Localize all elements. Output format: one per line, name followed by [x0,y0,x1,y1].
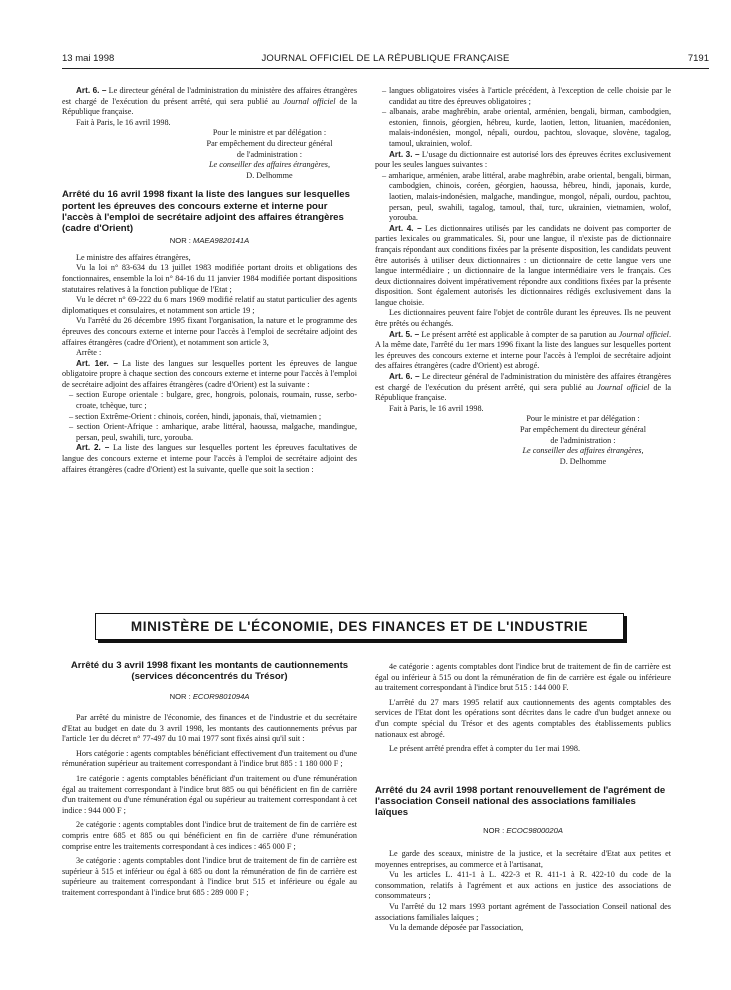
paragraph: 3e catégorie : agents comptables dont l'indice brut de traitement de fin de carrière est supérieur à 515 et inférieur ou égal à 685 ou dont la rémunération de fin de carrière est supérieure au traitement correspondant à l'indice brut 515 et inférieure ou égale au traitement correspondant à l'indice brut 685 : 289 000 F ; [62,856,357,897]
list-item: – section Extrême-Orient : chinois, coréen, hindi, japonais, thaï, vietnamien ; [69,411,322,421]
header-divider [62,68,709,69]
article-3-list [375,171,671,224]
journal-title: JOURNAL OFFICIEL DE LA RÉPUBLIQUE FRANÇAISE [261,53,510,64]
decree-title: Arrêté du 24 avril 1998 portant renouvellement de l'agrément de l'association Conseil national des associations familiales laïques [375,784,666,819]
paragraph: Le garde des sceaux, ministre de la justice, et la secrétaire d'Etat aux petites et moyennes entreprises, au commerce et à l'artisanat, [375,848,671,869]
header-date: 13 mai 1998 [62,53,115,64]
paragraph: 2e catégorie : agents comptables dont l'indice brut de traitement de fin de carrière est compris entre 685 et 885 ou qui bénéficient en fin de carrière d'une rémunération comprise entre les traitements correspondant à ces indices : 465 000 F ; [62,820,357,851]
fait-line: Fait à Paris, le 16 avril 1998. [389,403,484,413]
bottom-right-column [375,662,671,934]
page-header [62,53,709,67]
nor-reference: NOR : ECOR9801094A [169,692,250,702]
paragraph: Par arrêté du ministre de l'économie, des finances et de l'industrie et du secrétaire d'Etat au budget en date du 3 avril 1998, les montants des cautionnements prévus par l'article 1er du décret n° 77-497 du 10 mai 1977 sont fixés ainsi qu'il suit : [62,713,357,744]
page-number: 7191 [687,53,709,64]
list-item: – section Europe orientale : bulgare, grec, hongrois, polonais, roumain, russe, serbo-croate, tchèque, turc ; [69,390,357,411]
paragraph: Vu l'arrêté du 26 décembre 1995 fixant l'organisation, la nature et le programme des épreuves des concours externe et interne pour l'accès à l'emploi de secrétaire adjoint des affaires étrangères (cadre d'Orient), et notamment son article 3, [62,316,357,347]
decree-title: Arrêté du 16 avril 1998 fixant la liste des langues sur lesquelles portent les épreuves des concours externe et interne pour l'accès à l'emploi de secrétaire adjoint des affaires étrangères (cadre d'Orient) [62,189,350,234]
paragraph: Vu la demande déposée par l'association, [389,923,524,933]
paragraph: Vu les articles L. 411-1 à L. 422-3 et R. 411-1 à R. 422-10 du code de la consommation, relatifs à l'agrément et aux actions en justice des associations de consommateurs ; [375,870,671,901]
article-3-paragraph: Art. 3. – L'usage du dictionnaire est autorisé lors des épreuves écrites exclusivement pour les seules langues suivantes : [375,149,671,170]
paragraph: Les dictionnaires peuvent faire l'objet de contrôle durant les épreuves. Ils ne peuvent être prêtés ou échangés. [375,308,671,329]
article-2-paragraph: Art. 2. – La liste des langues sur lesquelles portent les épreuves facultatives de langue des concours externe et interne pour l'accès à l'emploi de secrétaire adjoint des affaires étrangères (cadre d'Orient) est la suivante, quelle que soit la section : [62,443,357,474]
top-right-column [375,86,671,467]
list-item: – section Orient-Afrique : amharique, arabe littéral, haoussa, malgache, mandingue, persan, peul, swahili, turc, yorouba. [69,422,357,442]
article-6-paragraph: Art. 6. – Le directeur général de l'administration du ministère des affaires étrangères est chargé de l'exécution du présent arrêté, qui sera publié au Journal officiel de la République française. [62,86,358,117]
article-4-paragraph: Art. 4. – Les dictionnaires utilisés par les candidats ne doivent pas comporter de parties lexicales ou grammaticales. Si, pour une langue, il n'existe pas de dictionnaire français répondant aux conditions fixées par la présente disposition, les candidats peuvent être autorisés à utiliser deux dictionnaires : un dictionnaire de cette langue vers une langue intermédiaire ; un dictionnaire de la langue intermédiaire vers le français. Ces deux dictionnaires doivent impérativement répondre aux conditions fixées par la présente disposition. Sont également autorisés les dictionnaires rédigés exclusivement dans la langue choisie. [375,223,672,307]
paragraph: 4e catégorie : agents comptables dont l'indice brut de traitement de fin de carrière est égal ou inférieur à 515 ou dont la rémunération de fin de carrière est égale ou inférieure au traitement correspondant à l'indice brut 515 : 144 000 F. [375,662,671,693]
list-item: – albanais, arabe maghrébin, arabe oriental, arménien, bengali, birman, cambodgien, estonien, finnois, géorgien, hébreu, kurde, laotien, letton, lituanien, macédonien, malais-indonésien, mongol, népali, ourdou, pachtou, slovaque, slovène, tagalog, tamoul, ukrainien, wolof. [382,107,671,148]
paragraph: Vu le décret n° 69-222 du 6 mars 1969 modifié relatif au statut particulier des agents diplomatiques et consulaires, et notamment son article 19 ; [62,295,357,315]
signature-block: Pour le ministre et par délégation : Par empêchement du directeur général de l'administration : Le conseiller des affaires étrangères, D. Delhomme [520,414,646,466]
nor-reference: NOR : MAEA9820141A [169,236,250,246]
bottom-left-column [62,660,357,899]
signature-block: Pour le ministre et par délégation : Par empêchement du directeur général de l'administration : Le conseiller des affaires étrangères, D. Delhomme [206,128,333,180]
list-item: – amharique, arménien, arabe littéral, arabe maghrébin, arabe oriental, bengali, birman, cambodgien, chinois, coréen, géorgien, haoussa, hébreu, hindi, japonais, kurde, laotien, malais-indonésien, malgache, mandingue, mongol, népali, ourdou, pachtou, persan, peul, swahili, tagalog, tamoul, thaï, turc, ukrainien, vietnamien, wolof, yorouba. [382,170,671,223]
paragraph: Hors catégorie : agents comptables bénéficiant effectivement d'un traitement ou d'une rémunération supérieur au traitement correspondant à l'indice brut 885 : 1 180 000 F ; [62,748,357,769]
nor-reference: NOR : ECOC9800020A [483,826,563,836]
top-left-column [62,86,357,475]
ministry-banner: MINISTÈRE DE L'ÉCONOMIE, DES FINANCES ET DE L'INDUSTRIE [95,613,624,640]
paragraph: Le présent arrêté prendra effet à compter du 1er mai 1998. [389,744,581,754]
paragraph: Vu l'arrêté du 12 mars 1993 portant agrément de l'association Conseil national des associations familiales laïques ; [375,901,671,922]
article-2-list [375,86,671,150]
arrete-line: Arrête : [76,348,102,358]
paragraph: Le ministre des affaires étrangères, [76,252,191,262]
fait-line: Fait à Paris, le 16 avril 1998. [76,117,171,127]
article-5-paragraph: Art. 5. – Le présent arrêté est applicable à compter de sa parution au Journal officiel. A la même date, l'arrêté du 1er mars 1996 fixant la liste des langues sur lesquelles portent les épreuves des concours externe et interne pour l'accès à l'emploi de secrétaire adjoint des affaires étrangères (cadre d'Orient) est abrogé. [375,329,671,371]
article-1-list [62,390,357,443]
paragraph: L'arrêté du 27 mars 1995 relatif aux cautionnements des agents comptables des services de l'Etat dont les opérations sont décrites dans le cadre d'un budget annexe ou d'un compte spécial du Trésor et des agents comptables des établissements publics nationaux est abrogé. [375,697,671,739]
article-6-paragraph: Art. 6. – Le directeur général de l'administration du ministère des affaires étrangères est chargé de l'exécution du présent arrêté, qui sera publié au Journal officiel de la République française. [375,372,671,403]
decree-title: Arrêté du 3 avril 1998 fixant les montants de cautionnements (services déconcentrés du Trésor) [70,660,349,683]
paragraph: Vu la loi n° 83-634 du 13 juillet 1983 modifiée portant droits et obligations des fonctionnaires, ensemble la loi n° 84-16 du 11 janvier 1984 modifiée portant dispositions statutaires relatives à la fonction publique de l'Etat ; [62,263,357,294]
paragraph: 1re catégorie : agents comptables bénéficiant d'un traitement ou d'une rémunération égal au traitement correspondant à l'indice brut 885 ou qui bénéficient en fin de carrière d'un traitement ou d'une rémunération égal ou supérieur au traitement correspondant à cet indice : 944 000 F ; [62,773,357,815]
article-1-paragraph: Art. 1er. – La liste des langues sur lesquelles portent les épreuves de langue obligatoire propre à chaque section des concours externe et interne pour l'accès à l'emploi de secrétaire adjoint des affaires étrangères (cadre d'Orient) est la suivante : [62,358,358,389]
list-item: – langues obligatoires visées à l'article précédent, à l'exception de celle choisie par le candidat au titre des épreuves obligatoires ; [382,86,671,106]
